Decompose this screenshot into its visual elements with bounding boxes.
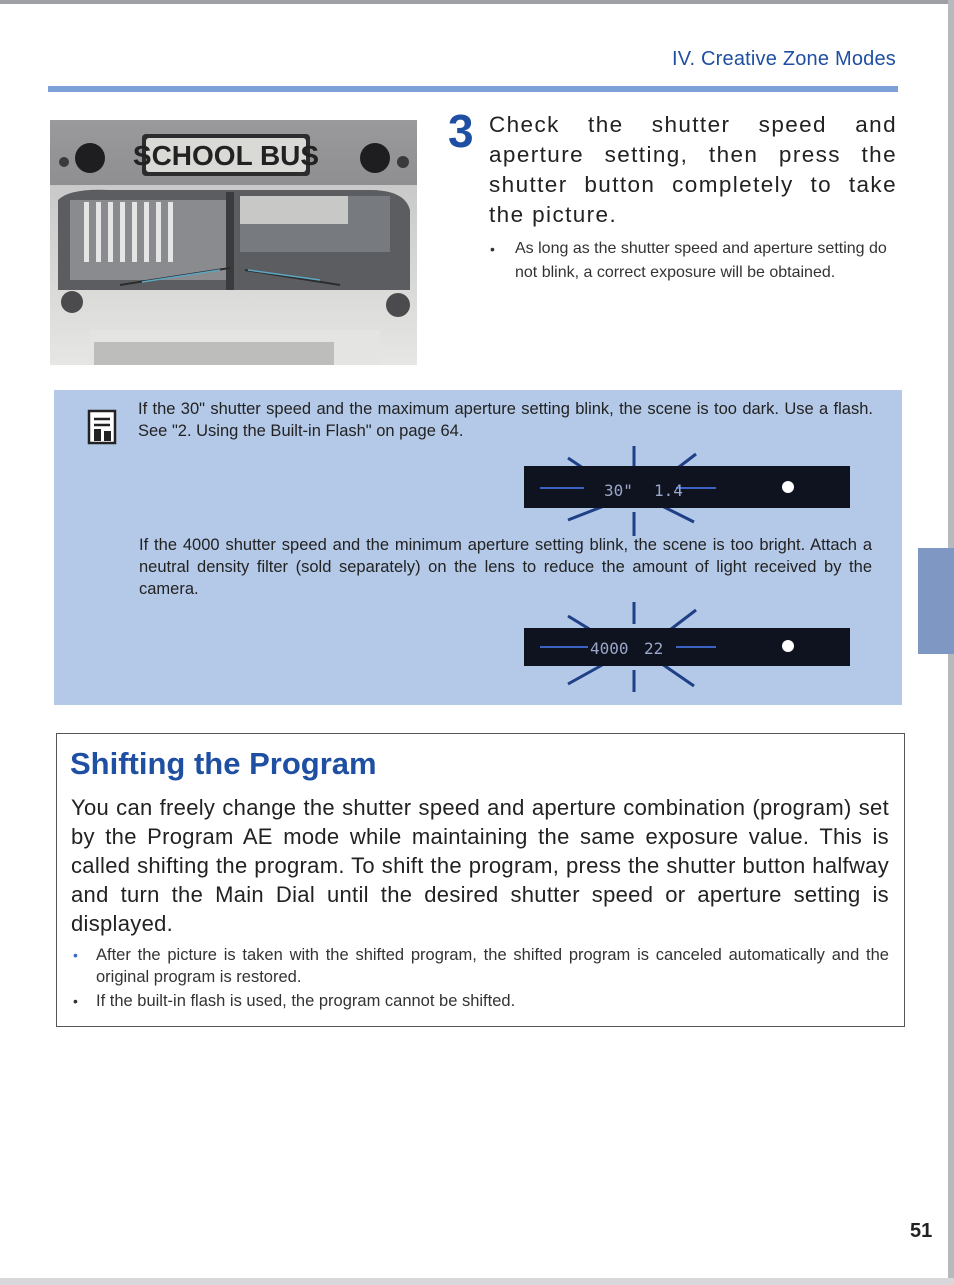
- lcd-panel-bright: [504, 598, 874, 694]
- program-note-text: If the built-in flash is used, the program cannot be shifted.: [96, 992, 516, 1010]
- program-note: [73, 990, 889, 1012]
- page-number: 51: [910, 1220, 933, 1242]
- memo-text-too-bright: If the 4000 shutter speed and the minimum aperture setting blink, the scene is too bright. Attach a neutral density filter (sold separately) on the lens to reduce the amount of light received by the camera.: [139, 536, 872, 598]
- memo-text-too-dark: If the 30" shutter speed and the maximum aperture setting blink, the scene is too dark. Use a flash. See "2. Using the Built-in Flash" on page 64.: [138, 400, 873, 440]
- focus-indicator-icon: [782, 640, 794, 652]
- program-note-text: After the picture is taken with the shifted program, the shifted program is canceled automatically and the original program is restored.: [96, 946, 889, 986]
- lcd-shutter-value: 30": [604, 481, 633, 500]
- program-body: You can freely change the shutter speed and aperture combination (program) set by the Program AE mode while maintaining the same exposure value. This is called shifting the program. To shift the program, press the shutter button halfway and turn the Main Dial until the desired shutter speed or aperture setting is displayed.: [71, 795, 889, 936]
- bus-sign-text: SCHOOL BUS: [132, 140, 320, 171]
- lcd-panel-dark: [504, 440, 874, 536]
- memo-note-icon: [87, 409, 119, 445]
- step-number: 3: [448, 105, 474, 157]
- page-edge-bottom: [0, 1278, 954, 1285]
- lcd-aperture-value: 1.4: [654, 481, 683, 500]
- bullet-icon: •: [73, 993, 78, 1009]
- program-title: Shifting the Program: [70, 746, 377, 781]
- lcd-shutter-value: 4000: [590, 639, 629, 658]
- bullet-icon: •: [73, 947, 78, 963]
- focus-indicator-icon: [782, 481, 794, 493]
- step-note-text: As long as the shutter speed and aperture setting do not blink, a correct exposure will be obtained.: [515, 240, 887, 281]
- bullet-icon: •: [490, 241, 495, 257]
- lcd-aperture-value: 22: [644, 639, 664, 658]
- header-rule: [48, 86, 898, 92]
- step-note: [490, 237, 897, 285]
- school-bus-photo: [50, 120, 417, 365]
- program-note: [73, 944, 889, 988]
- chapter-side-tab: [918, 548, 954, 654]
- step-instruction: Check the shutter speed and aperture setting, then press the shutter button completely to take the picture.: [489, 112, 897, 227]
- page-edge-top: [0, 0, 954, 4]
- section-header: IV. Creative Zone Modes: [672, 48, 896, 70]
